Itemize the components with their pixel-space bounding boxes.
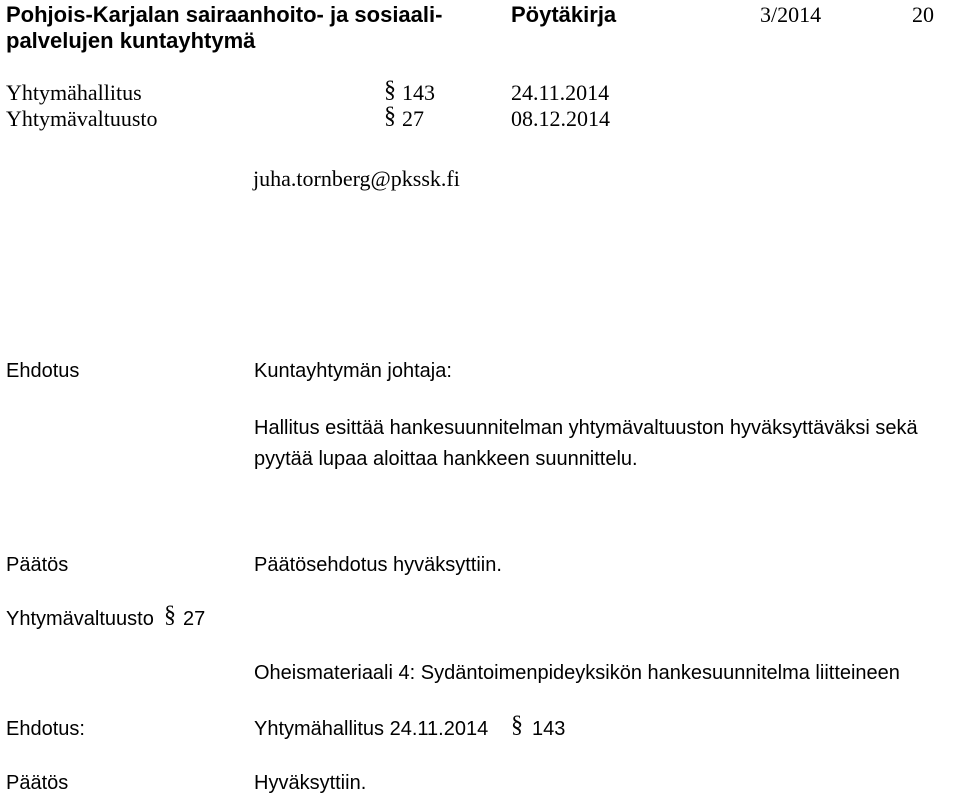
section-symbol: § bbox=[511, 712, 523, 738]
organization-name-line2: palvelujen kuntayhtymä bbox=[6, 28, 256, 53]
council-section-number: 27 bbox=[183, 608, 206, 630]
meeting-date: 08.12.2014 bbox=[511, 106, 610, 131]
meeting-body: Yhtymävaltuusto bbox=[6, 106, 158, 131]
section-symbol: § bbox=[384, 103, 396, 129]
decision-text: Päätösehdotus hyväksyttiin. bbox=[254, 554, 502, 576]
council-proposal-label: Ehdotus: bbox=[6, 718, 85, 740]
organization-name-line1: Pohjois-Karjalan sairaanhoito- ja sosiaali- bbox=[6, 2, 443, 27]
proposal-text-line1: Hallitus esittää hankesuunnitelman yhtymävaltuuston hyväksyttäväksi sekä bbox=[254, 417, 918, 439]
council-decision-label: Päätös bbox=[6, 772, 69, 794]
proposal-text-line2: pyytää lupaa aloittaa hankkeen suunnittelu. bbox=[254, 448, 638, 470]
meeting-body: Yhtymähallitus bbox=[6, 80, 142, 105]
section-symbol: § bbox=[164, 602, 176, 628]
proposal-label: Ehdotus bbox=[6, 360, 80, 382]
meeting-date: 24.11.2014 bbox=[511, 80, 610, 105]
council-proposal-section: 143 bbox=[532, 718, 566, 740]
decision-label: Päätös bbox=[6, 554, 69, 576]
section-symbol: § bbox=[384, 77, 396, 103]
contact-email: juha.tornberg@pkssk.fi bbox=[253, 166, 460, 191]
council-body: Yhtymävaltuusto bbox=[6, 608, 154, 630]
council-proposal-text: Yhtymähallitus 24.11.2014 bbox=[254, 718, 489, 740]
document-type: Pöytäkirja bbox=[511, 2, 617, 27]
council-decision-text: Hyväksyttiin. bbox=[254, 772, 367, 794]
meeting-section: 27 bbox=[402, 106, 424, 131]
page-number: 20 bbox=[912, 2, 934, 27]
attachment-text: Oheismateriaali 4: Sydäntoimenpideyksikön hankesuunnitelma liitteineen bbox=[254, 662, 900, 684]
proposal-heading: Kuntayhtymän johtaja: bbox=[254, 360, 452, 382]
issue-number: 3/2014 bbox=[760, 2, 822, 27]
meeting-section: 143 bbox=[402, 80, 435, 105]
